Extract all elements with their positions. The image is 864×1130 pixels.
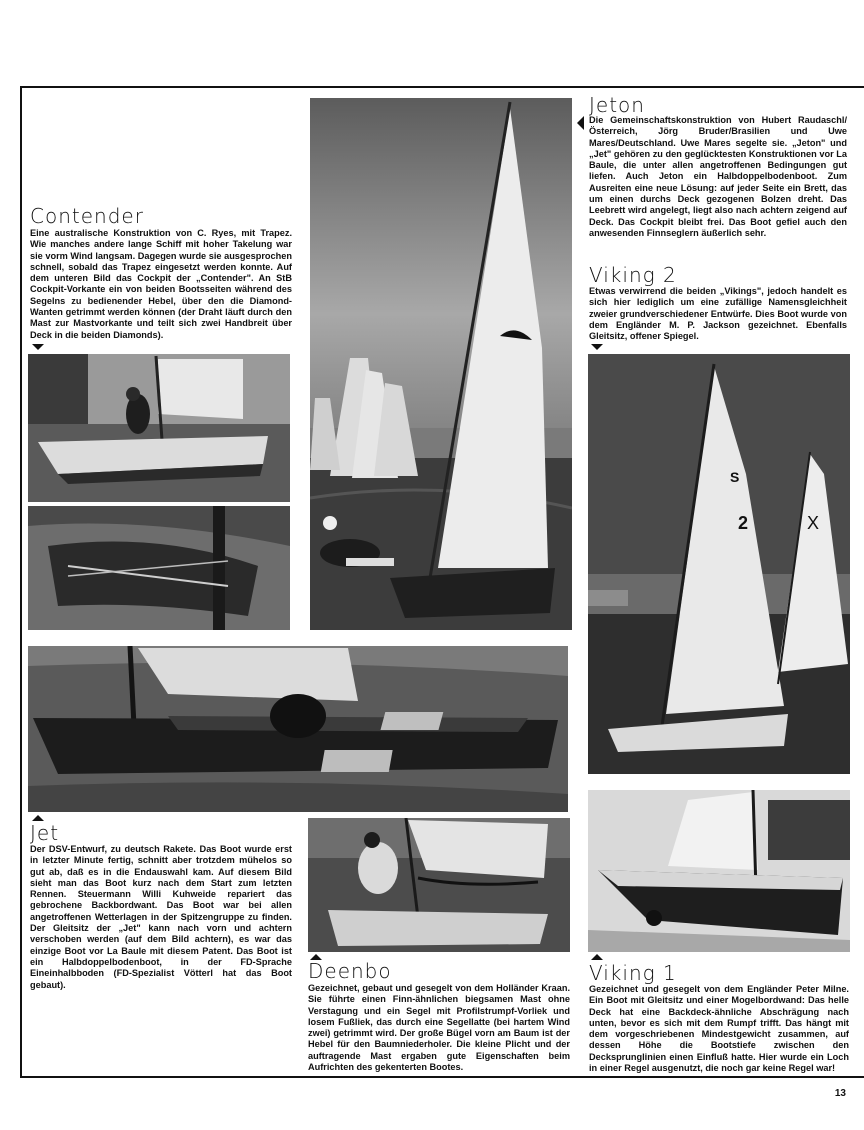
deenbo-text: Gezeichnet, gebaut und gesegelt von dem Holländer Kraan. Sie führte einen Finn-ähnlichen biegsamen Mast ohne Verstagung und ein Segel mit Profilstrumpf-Vorliek und losem Fußliek, das durch eine Segellatte (bei hartem Wind zwei) getrimmt wird. Der große Bügel vorn am Baum ist der Hebel für den Baumniederholer. Die kleine Plicht und der auftragende Mast ergaben gute Eigenschaften beim Aufrichten des gekenterten Bootes. [308, 983, 570, 1073]
arrow-left-icon [577, 116, 584, 130]
jeton-sailing-photo [310, 98, 572, 630]
jet-boat-photo [28, 646, 568, 812]
contender-boat-photo [28, 354, 290, 502]
deenbo-title: Deenbo [308, 959, 392, 983]
page-frame-bottom [20, 1076, 864, 1078]
viking1-text: Gezeichnet und gesegelt von dem Engländer Peter Milne. Ein Boot mit Gleitsitz und einer Mogelbordwand: Das helle Deck hat eine Backdeck-ähnliche Abschrägung nach unten, bevor es sich mit dem Rumpf trifft. Das hängt mit dem vorgeschriebenen Mindestgewicht zusammen, auf dessen Höhe die Bootstiefe zwischen den Decksprunglinien einen Einfluß hatte. Hier wurde ein Loch in einer Regel ausgenutzt, die noch gar keine Regel war! [589, 984, 849, 1074]
viking2-title: Viking 2 [589, 263, 677, 287]
viking1-boat-photo [588, 790, 850, 952]
viking2-second-sail-mark: X [807, 513, 820, 533]
page-number: 13 [834, 1088, 846, 1099]
viking1-title: Viking 1 [589, 961, 677, 985]
arrow-up-icon [591, 954, 603, 960]
contender-text: Eine australische Konstruktion von C. Ryes, mit Trapez. Wie manches andere lange Schiff mit hoher Takelung war sie vorm Wind langsam. Dagegen wurde sie ausgesprochen schnell, sobald das Trapez eingesetzt werden konnte. Auf dem unteren Bild das Cockpit der „Contender". An StB Cockpit-Vorkante ein von beiden Bootsseiten während des Segelns zu bedienender Hebel, über den die Diamond-Wanten getrimmt werden können (der Draht läuft durch den Mast zur Mastvorkante und teilt sich zwei Handbreit über Deck in die beiden Diamonds). [30, 228, 292, 340]
contender-title: Contender [30, 204, 144, 228]
arrow-down-icon [591, 344, 603, 350]
viking2-sail-number: 2 [738, 513, 749, 533]
jeton-text: Die Gemeinschaftskonstruktion von Hubert Raudaschl/Österreich, Jörg Bruder/Brasilien und Uwe Mares/Deutschland. Uwe Mares segelte sie. „Jeton" und „Jet" gehören zu den geglücktesten Konstruktionen vor La Baule, die unter allen angetroffenen Bedingungen gut liefen. Auch Jeton ein Halbdoppelbodenboot. Zum Ausreiten eine neue Lösung: auf jeder Seite ein Brett, das um einen durchs Deck gezogenen Bolzen dreht. Das Leebrett wird angelegt, liegt also nach achtern zeigend auf Deck. Das Cockpit bleibt frei. Das Boot gefiel auch den anwesenden Finnseglern äußerlich sehr. [589, 115, 847, 238]
arrow-down-icon [32, 344, 44, 350]
viking2-sail-letter: S [730, 469, 740, 485]
jet-text: Der DSV-Entwurf, zu deutsch Rakete. Das Boot wurde erst in letzter Minute fertig, schnitt aber trotzdem mühelos so gut ab, daß es in die Endauswahl kam. Auf diesem Bild sieht man das Boot kurz nach dem Start zum letzten Rennen. Steuermann Willi Kuhweide repariert das gebrochene Backbordwant. Das Boot war bei allen angetroffenen Wetterlagen in der Spitzengruppe zu finden. Der Gleitsitz der „Jet" kann nach vorn und achtern verschoben werden (auf dem Bild achtern), es war das einzige Boot vor La Baule mit diesem Patent. Das Boot ist ein Halbdoppelbodenboot, in der FD-Sprache Eineinhalbboden (FD-Spezialist Vötterl hat das Boot gebaut). [30, 844, 292, 990]
viking2-text: Etwas verwirrend die beiden „Vikings", jedoch handelt es sich hier lediglich um eine zufällige Namensgleichheit zweier grundverschiedener Entwürfe. Dies Boot wurde von dem Engländer M. P. Jackson gezeichnet. Ebenfalls Gleitsitz, offener Spiegel. [589, 286, 847, 342]
viking2-sailing-photo [588, 354, 850, 774]
jet-title: Jet [30, 821, 60, 845]
contender-cockpit-photo [28, 506, 290, 630]
jeton-title: Jeton [589, 93, 645, 117]
deenbo-boat-photo [308, 818, 570, 952]
page-frame-left [20, 86, 22, 1078]
page-frame-top [20, 86, 864, 88]
